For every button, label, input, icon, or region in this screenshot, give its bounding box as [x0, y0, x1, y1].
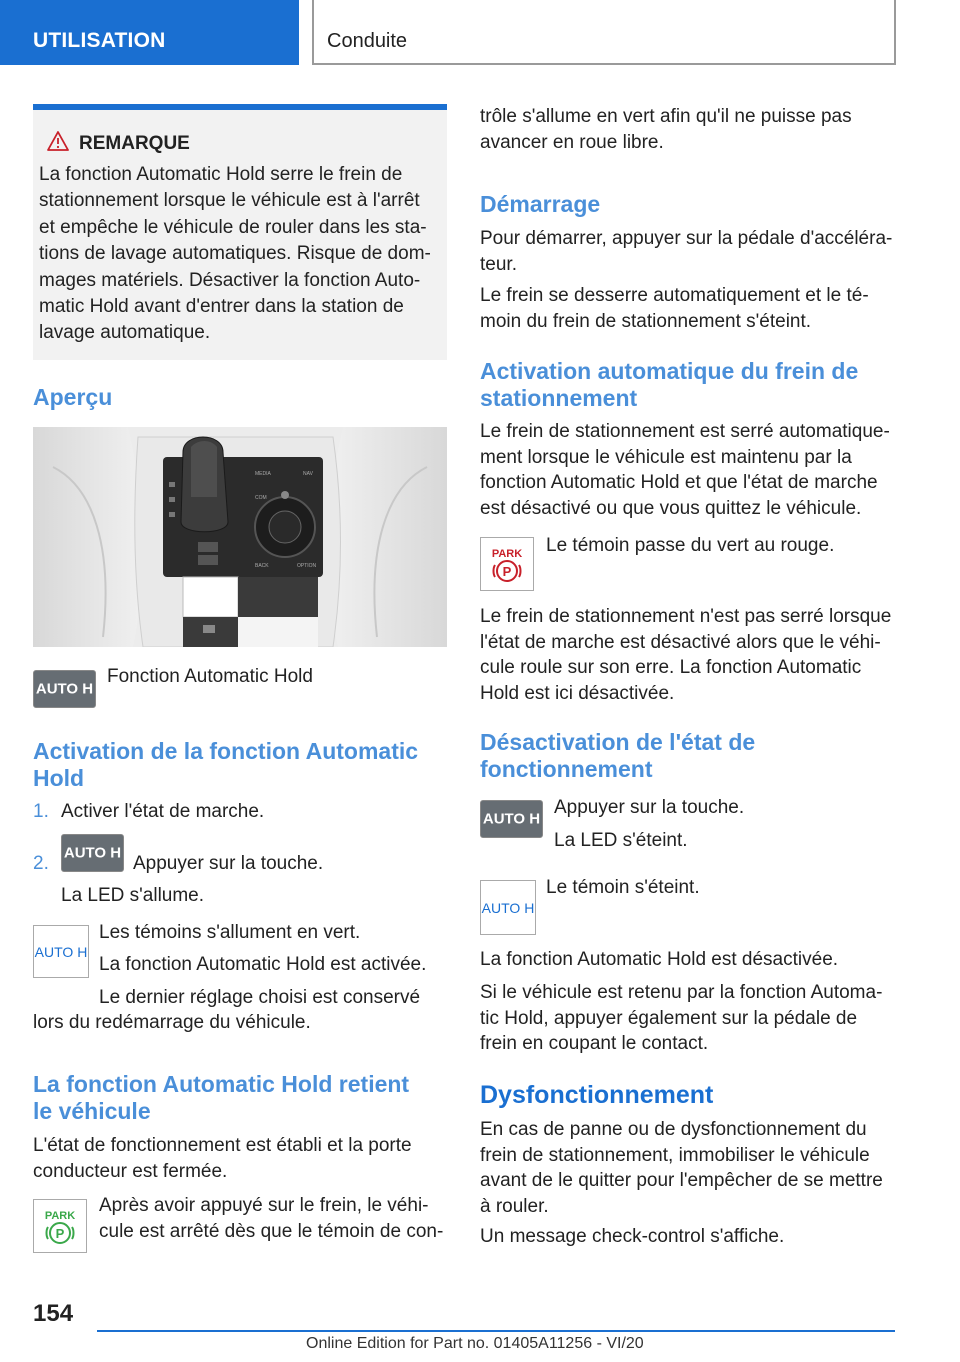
photo-caption: Fonction Automatic Hold: [107, 666, 313, 687]
console-photo: [33, 427, 447, 647]
activation-auto-paragraph: Le frein de stationnement est serré automatique‐ ment lorsque le véhicule est maintenu par la fonction Automatic Hold et que l'état de marche est désactivé ou que vous quittez le véhicule.: [480, 421, 890, 519]
svg-text:PARK: PARK: [44, 1210, 76, 1222]
warning-triangle-icon: [47, 130, 69, 152]
footer-edition: Online Edition for Part no. 01405A11256 - VI/20: [306, 1335, 644, 1352]
desserre-paragraph: Le frein se desserre automatiquement et le té‐ moin du frein de stationnement s'éteint.: [480, 285, 869, 332]
svg-text:NAV: NAV: [303, 471, 313, 477]
step-1-text: Activer l'état de marche.: [61, 801, 265, 822]
indicator-activated-text: La fonction Automatic Hold est activée.: [99, 954, 427, 975]
setting-kept-text: Le dernier réglage choisi est conservé: [99, 987, 421, 1008]
step-2-text: Appuyer sur la touche.: [133, 853, 324, 874]
subsection-title: Conduite: [327, 30, 408, 52]
heading-demarrage: Démarrage: [480, 191, 601, 217]
center-console-illustration: [33, 427, 447, 647]
heading-apercu: Aperçu: [33, 384, 113, 410]
heading-retient: La fonction Automatic Hold retient le véhicule: [33, 1071, 410, 1124]
svg-text:MEDIA: MEDIA: [255, 471, 271, 477]
step-number-1: 1.: [33, 801, 49, 822]
non-serre-paragraph: Le frein de stationnement n'est pas serré lorsque l'état de marche est désactivé alors que le véhi‐ cule roule sur son erre. La fonction Automatic Hold est ici désactivée.: [480, 606, 892, 704]
dysfonctionnement-paragraph: En cas de panne ou de dysfonctionnement du frein de stationnement, immobiliser le véhicule avant de le quitter pour l'empêcher de se mettre à rouler.: [480, 1119, 883, 1217]
desact-press-text: Appuyer sur la touche.: [554, 797, 745, 818]
warning-note: [33, 104, 447, 360]
svg-text:P: P: [55, 1226, 65, 1241]
demarrage-paragraph: Pour démarrer, appuyer sur la pédale d'accéléra‐ teur.: [480, 228, 893, 275]
auto-h-indicator-icon: AUTO H: [33, 925, 89, 978]
retient-paragraph: L'état de fonctionnement est établi et la porte conducteur est fermée.: [33, 1135, 412, 1182]
svg-text:OPTION: OPTION: [297, 563, 317, 569]
desact-done-text: La fonction Automatic Hold est désactivée.: [480, 949, 839, 970]
heading-dysfonctionnement: Dysfonctionnement: [480, 1081, 714, 1109]
continued-paragraph: trôle s'allume en vert afin qu'il ne puisse pas avancer en roue libre.: [480, 106, 852, 153]
indicator-green-text: Les témoins s'allument en vert.: [99, 922, 361, 943]
auto-h-button-icon: AUTO H: [61, 834, 124, 872]
step-2-led: La LED s'allume.: [61, 885, 205, 906]
svg-text:P: P: [502, 564, 512, 579]
heading-activation-auto: Activation automatique du frein de stationnement: [480, 358, 859, 411]
svg-text:PARK: PARK: [491, 548, 523, 560]
apres-paragraph: Après avoir appuyé sur le frein, le véhi‐ cule est arrêté dès que le témoin de con‐: [99, 1195, 444, 1242]
subsection-tab: [312, 0, 896, 65]
auto-h-indicator-icon: AUTO H: [480, 880, 536, 935]
check-control-text: Un message check-control s'affiche.: [480, 1226, 785, 1247]
desact-temoin-text: Le témoin s'éteint.: [546, 877, 700, 898]
heading-activation: Activation de la fonction Automatic Hold: [33, 738, 419, 791]
setting-kept-text-cont: lors du redémarrage du véhicule.: [33, 1012, 311, 1033]
temoin-rouge-text: Le témoin passe du vert au rouge.: [546, 535, 835, 556]
section-tab: [0, 0, 299, 65]
svg-text:COM: COM: [255, 495, 267, 501]
auto-h-button-icon: AUTO H: [33, 670, 96, 708]
heading-desactivation: Désactivation de l'état de fonctionnement: [480, 729, 756, 782]
park-green-icon: [33, 1199, 87, 1253]
section-title: UTILISATION: [33, 29, 166, 52]
retenu-paragraph: Si le véhicule est retenu par la fonction Automa‐ tic Hold, appuyer également sur la pédale de frein en coupant le contact.: [480, 982, 883, 1054]
svg-text:BACK: BACK: [255, 563, 269, 569]
note-body: La fonction Automatic Hold serre le frein de stationnement lorsque le véhicule est à l'arrêt et empêche le véhicule de rouler dans les sta‐ tions de lavage automatiques. Risque de dom‐ mages matériels. Désactiver la fonction Auto‐ matic Hold avant d'entrer dans la station de lavage automatique.: [39, 164, 431, 344]
step-number-2: 2.: [33, 853, 49, 874]
desact-led-text: La LED s'éteint.: [554, 830, 688, 851]
auto-h-button-icon: AUTO H: [480, 800, 543, 838]
page-number: 154: [33, 1300, 74, 1327]
note-title: REMARQUE: [79, 133, 190, 154]
park-red-icon: [480, 537, 534, 591]
footer-rule: [97, 1330, 895, 1332]
